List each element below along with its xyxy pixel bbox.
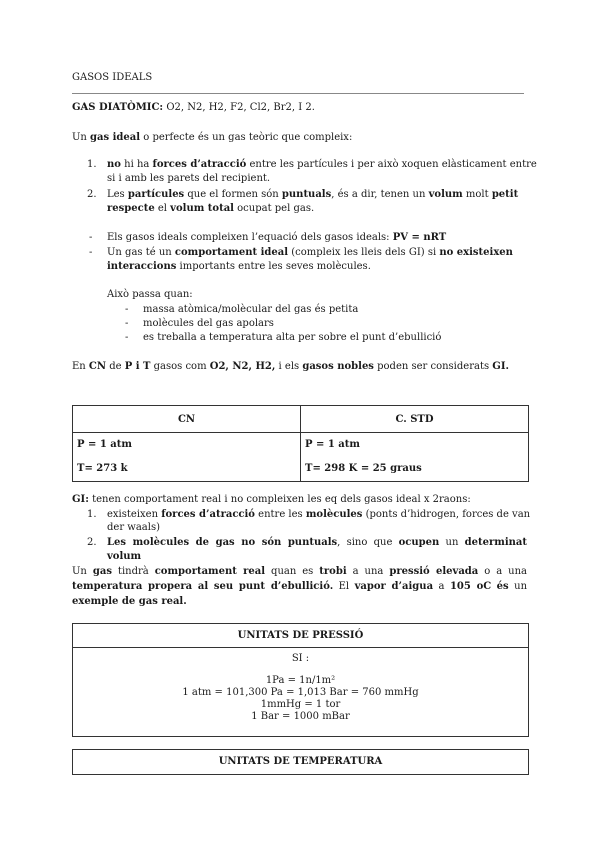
table-cell: P = 1 atm <box>73 433 301 456</box>
passes-intro: Això passa quan: <box>107 289 193 300</box>
gi-reason-2-line-2: volum <box>107 551 142 562</box>
pressure-units-title: UNITATS DE PRESSIÓ <box>73 624 528 648</box>
real-gas-run: o a una <box>478 566 527 577</box>
list-item-2-run: , és a dir, tenen un <box>331 189 429 200</box>
passes-mark-1: - <box>125 304 129 315</box>
cn-line: En CN de P i T gasos com O2, N2, H2, i els gasos nobles poden ser considerats GI. <box>72 361 509 372</box>
list-number-1: 1. <box>87 159 97 170</box>
real-gas-run: exemple de gas real. <box>72 596 187 607</box>
pressure-line: 1 Bar = 1000 mBar <box>251 711 350 722</box>
temperature-units-title: UNITATS DE TEMPERATURA <box>218 756 383 767</box>
list-item-1-line-1 <box>107 158 537 172</box>
real-gas-run: 105 oC <box>449 581 492 592</box>
list-item-1-run: no <box>107 159 121 170</box>
table-cell: P = 1 atm <box>301 433 529 456</box>
real-gas-run: tindrà <box>111 566 155 577</box>
real-gas-run: Un <box>72 566 93 577</box>
passes-item-3: es treballa a temperatura alta per sobre el punt d’ebullició <box>143 332 442 343</box>
list-item-2-run: petit <box>491 189 519 200</box>
dash-item-2-cont: interaccions importants entre les seves molècules. <box>107 261 371 272</box>
list-number-2: 2. <box>87 189 97 200</box>
gi-reason-2-line-1: Les molècules de gas no són puntuals, sino que ocupen un determinat <box>107 537 527 548</box>
gi-reason-1-line-1: existeixen forces d’atracció entre les molècules (ponts d’hidrogen, forces de van <box>107 509 531 520</box>
passes-mark-3: - <box>125 332 129 343</box>
temperature-units-box <box>72 749 529 775</box>
list-item-2-run: respecte <box>107 203 155 214</box>
passes-mark-2: - <box>125 318 129 329</box>
title-rule <box>72 93 524 94</box>
pressure-units-box <box>72 623 529 737</box>
list-item-2-run: Les <box>107 189 128 200</box>
real-gas-run: gas <box>92 566 112 577</box>
list-item-2-run: ocupat pel gas. <box>233 203 315 214</box>
real-gas-run: comportament real <box>154 566 266 577</box>
dash-mark-1: - <box>89 232 93 243</box>
real-gas-run: vapor d’aigua <box>354 581 434 592</box>
list-item-1-run: forces d’atracció <box>152 159 247 170</box>
dash-mark-2: - <box>89 247 93 258</box>
real-gas-run: trobi <box>319 566 347 577</box>
list-item-2-run: molt <box>462 189 492 200</box>
doc-title: GASOS IDEALS <box>72 72 153 83</box>
pressure-line: 1mmHg = 1 tor <box>260 699 341 710</box>
table-cell: T= 298 K = 25 graus <box>301 455 529 482</box>
list-item-1-run: entre les partícules i per això xoquen elàsticament entre <box>246 159 537 170</box>
list-item-2-run: el <box>154 203 171 214</box>
diatomic-line <box>72 101 315 115</box>
dash-item-2: Un gas té un comportament ideal (compleix les lleis dels GI) si no existeixen <box>107 247 513 258</box>
list-item-2-run: que el formen són <box>184 189 282 200</box>
table-header-cstd: C. STD <box>301 406 529 433</box>
pressure-si: SI : <box>291 653 310 664</box>
dash-item-1: Els gasos ideals compleixen l’equació dels gasos ideals: PV = nRT <box>107 232 447 243</box>
real-gas-run: un <box>508 581 528 592</box>
real-gas-run: El <box>333 581 355 592</box>
table-cell: T= 273 k <box>73 455 301 482</box>
pressure-line: 1Pa = 1n/1m² <box>265 675 336 686</box>
pressure-line: 1 atm = 101,300 Pa = 1,013 Bar = 760 mmHg <box>182 687 419 698</box>
definition-line: Un gas ideal o perfecte és un gas teòric que compleix: <box>72 132 353 143</box>
gi-reason-1-line-2: der waals) <box>107 522 160 533</box>
passes-item-1: massa atòmica/molècular del gas és petita <box>143 304 359 315</box>
diatomic-label: GAS DIATÒMIC: <box>72 102 164 113</box>
list-item-1-run: hi ha <box>120 159 153 170</box>
list-item-2-run: volum <box>428 189 463 200</box>
real-gas-run: és <box>496 581 509 592</box>
diatomic-list: O2, N2, H2, F2, Cl2, Br2, I 2. <box>166 102 315 113</box>
list-item-1-line-2: si i amb les parets del recipient. <box>107 173 271 184</box>
real-gas-run: temperatura propera al seu punt d’ebullició. <box>72 581 334 592</box>
passes-item-2: molècules del gas apolars <box>143 318 274 329</box>
real-gas-run: quan es <box>265 566 320 577</box>
list-item-2-run: partícules <box>127 189 185 200</box>
real-gas-run: a una <box>346 566 390 577</box>
gi-number-1: 1. <box>87 509 97 520</box>
gi-line: GI: tenen comportament real i no compleixen les eq dels gasos ideal x 2raons: <box>72 494 471 505</box>
gi-number-2: 2. <box>87 537 97 548</box>
list-item-2-run: puntuals <box>281 189 332 200</box>
real-gas-line-1 <box>72 565 527 579</box>
real-gas-line-3 <box>72 595 187 609</box>
table-header-cn: CN <box>73 406 301 433</box>
real-gas-run: pressió elevada <box>389 566 479 577</box>
real-gas-line-2 <box>72 580 527 594</box>
list-item-2-line-1 <box>107 188 518 202</box>
real-gas-run: a <box>433 581 450 592</box>
list-item-2-run: volum total <box>170 203 234 214</box>
list-item-2-line-2 <box>107 202 314 216</box>
conditions-table <box>72 405 529 482</box>
